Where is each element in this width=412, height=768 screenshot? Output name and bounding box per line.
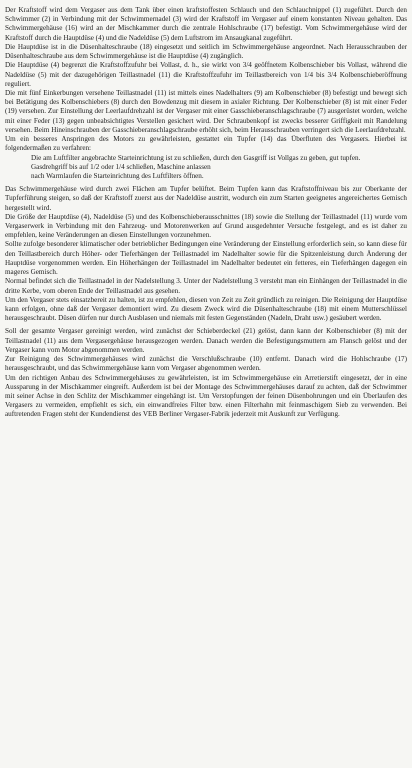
paragraph-assembly-notes: Um den richtigen Anbau des Schwimmergehäuses zu gewährleisten, ist im Schwimmergehäuse ein Arretierstift eingesetzt, der in eine Aussparung in der Mischkammer eingreift. Außerdem ist bei der Montage des Schwimmergehäuses darauf zu achten, daß der Schwimmer mit seiner Achse in den Schlitz der Mischkammer eingehängt ist. Um Verstopfungen der feinen Düsenbohrungen und ein Überlaufen des Vergasers zu vermeiden, empfiehlt es sich, ein einwandfreies Filter bzw. einen Filterhahn mit feinmaschigem Sieb zu verwenden. Bei auftretenden Fragen steht der Kundendienst des VEB Berliner Vergaser-Fabrik jederzeit mit Auskunft zur Verfügung. (5, 373, 407, 419)
instruction-step: Gasdrehgriff bis auf 1/2 oder 1/4 schließen, Maschine anlassen (31, 162, 211, 171)
instruction-step: nach Warmlaufen die Starteinrichtung des Luftfilters öffnen. (31, 171, 204, 180)
paragraph-full-cleaning: Soll der gesamte Vergaser gereinigt werden, wird zunächst der Schieberdeckel (21) gelöst, dann kann der Kolbenschieber (8) mit der Teillastnadel (11) aus dem Vergasergehäuse herausgezogen werden. Danach werden die Befestigungsmuttern am Flansch gelöst und der Vergaser kann vom Motor abgenommen werden. (5, 327, 407, 354)
instruction-step: Die am Luftfilter angebrachte Starteinrichtung ist zu schließen, durch den Gasgriff ist Vollgas zu geben, gut tupfen. (31, 153, 361, 162)
paragraph-float-chamber: Zur Reinigung des Schwimmergehäuses wird zunächst die Verschlußschraube (10) entfernt. Danach wird die Hohlschraube (17) herausgeschraubt, und das Schwimmergehäuse kann vom Vergaser abgenommen werden. (5, 355, 407, 373)
paragraph-venting: Das Schwimmergehäuse wird durch zwei Flächen am Tupfer belüftet. Beim Tupfen kann das Kraftstoffniveau bis zur Oberkante der Tupferführung steigen, so daß der Kraftstoff zuerst aus der Nadeldüse austritt, wodurch ein zum Starten geeignetes angereichertes Gemisch hergestellt wird. (5, 185, 407, 212)
paragraph-main-jet: Die Hauptdüse ist in die Düsenhalteschraube (18) eingesetzt und seitlich im Schwimmergehäuse angeordnet. Nach Herausschrauben der Düsenhalteschraube aus dem Schwimmergehäuse ist die Hauptdüse (4) zugänglich. (5, 42, 407, 61)
disassembly-section (5, 327, 407, 419)
intro-section (5, 6, 407, 154)
paragraph-adjustment: Sollte zufolge besonderer klimatischer oder betrieblicher Bedingungen eine Veränderung der Einstellung erforderlich sein, so kann diese für den Teillastbereich durch Höher- oder Tieferhängen der Teillastnadel im Nadelhalter sowie für die Spitzenleistung durch Änderung der Hauptdüse vorgenommen werden. Ein Höherhängen der Teillastnadel im Nadelhalter bedeutet ein fetteres, ein Tieferhängen dagegen ein mageres Gemisch. (5, 240, 407, 277)
paragraph-fuel-supply: Der Kraftstoff wird dem Vergaser aus dem Tank über einen kraftstoffesten Schlauch und den Schlauchnippel (1) zugeführt. Durch den Schwimmer (2) in Verbindung mit der Schwimmernadel (3) wird der Kraftstoff im Vergaser auf einem konstanten Niveau gehalten. Das Schwimmergehäuse (16) wird an der Mischkammer durch die zentrale Hohlschraube (17) befestigt. Vom Schwimmergehäuse wird der Kraftstoff durch die Hauptdüse (4) und die Nadeldüse (5) dem Luftstrom im Ansaugkanal zugeführt. (5, 6, 407, 42)
paragraph-main-jet-function: Die Hauptdüse (4) begrenzt die Kraftstoffzufuhr bei Vollast, d. h., sie wirkt von 3/4 geöffnetem Kolbenschieber bis Vollast, während die Nadeldüse (5) mit der dazugehörigen Teillastnadel (11) die Kraftstoffzufuhr im Teillastbereich von 1/4 bis 3/4 Kolbenschieberöffnung reguliert. (5, 61, 407, 88)
paragraph-cleaning: Um den Vergaser stets einsatzbereit zu halten, ist zu empfehlen, diesen von Zeit zu Zeit gründlich zu reinigen. Die Reinigung der Hauptdüse kann erfolgen, ohne daß der Vergaser demontiert wird. Zu diesem Zweck wird die Düsenhalteschraube (18) mit einem Mutterschlüssel herausgeschraubt. Düsen dürfen nur durch Ausblasen und niemals mit festen Gegenständen (Nadeln, Draht usw.) gesäubert werden. (5, 295, 407, 323)
paragraph-factory-settings: Die Größe der Hauptdüse (4), Nadeldüse (5) und des Kolbenschieberausschnittes (18) sowie die Stellung der Teillastnadel (11) wurde vom Vergaserwerk in Verbindung mit den Fahrzeug- und Motorenwerken auf Grund ausgedehnter Versuche festgelegt, and es ist daher zu empfehlen, keine Veränderungen an diesen Einstellungen vorzunehmen. (5, 212, 407, 240)
adjustment-section (5, 185, 407, 323)
paragraph-starting: Um ein besseres Anspringen des Motors zu gewährleisten, gestattet ein Tupfer (14) das Überfluten des Vergasers. Hierbei ist folgendermaßen zu verfahren: (5, 135, 407, 153)
paragraph-needle-position: Normal befindet sich die Teillastnadel in der Nadelstellung 3. Unter der Nadelstellung 3 versteht man ein Einhängen der Teillastnadel in die dritte Kerbe, vom oberen Ende der Teillastnadel aus gesehen. (5, 277, 407, 295)
paragraph-part-load-needle: Die mit fünf Einkerbungen versehene Teillastnadel (11) ist mittels eines Nadelhalters (9) am Kolbenschieber (8) befestigt und bewegt sich bei Betätigung des Kolbenschiebers (8) durch den Bowdenzug mit diesem in axialer Richtung. Der Kolbenschieber (8) ist mit einer Feder (19) versehen. Zur Einstellung der Leerlaufdrehzahl ist der Vergaser mit einer Gasschieberanschlagschraube (7) ausgerüstet worden, welche mit einer Feder (13) gegen unbeabsichtigtes Verstellen gesichert wird. Der Schraubenkopf ist zwecks besserer Griffigkeit mit Randelung versehen. Beim Hineinschrauben der Gasschieberanschlagschraube erhöht sich, beim Herausschrauben verringert sich die Leerlaufdrehzahl. (5, 88, 407, 134)
starting-instructions (31, 154, 407, 182)
